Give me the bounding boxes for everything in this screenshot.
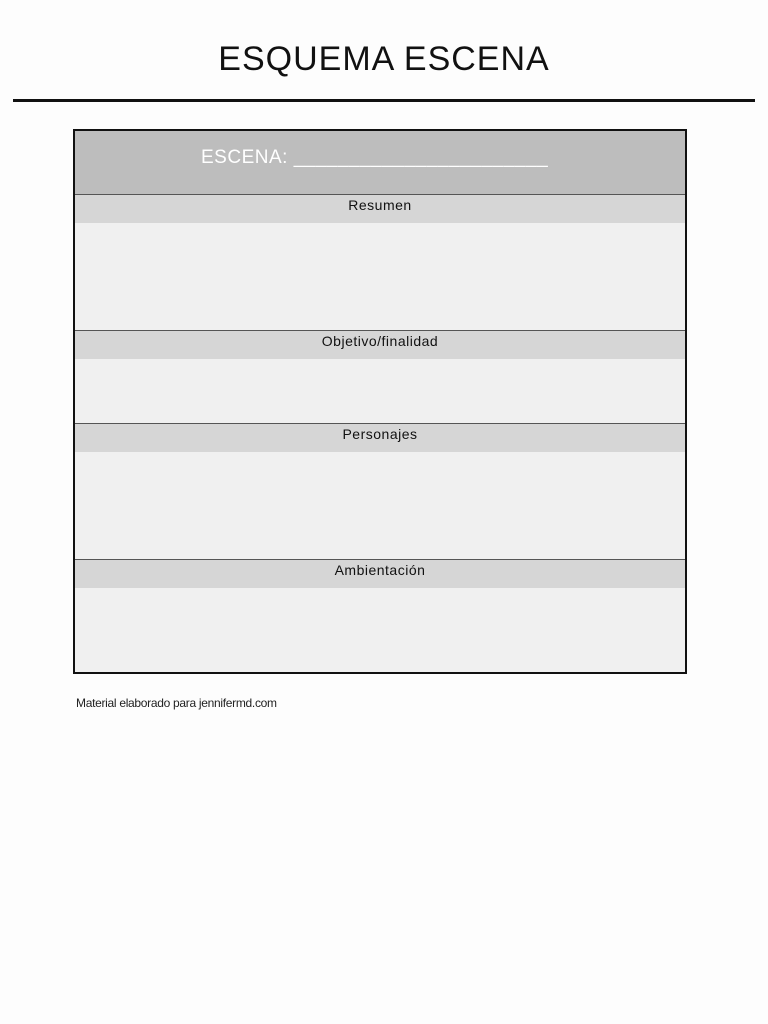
section-body-ambientacion [75, 588, 685, 672]
section-personajes [75, 424, 685, 559]
scene-form [73, 129, 687, 674]
section-resumen [75, 195, 685, 330]
section-objetivo [75, 331, 685, 423]
page-title: ESQUEMA ESCENA [218, 40, 550, 78]
section-ambientacion [75, 560, 685, 672]
section-header-objetivo: Objetivo/finalidad [75, 331, 685, 359]
title-divider [13, 99, 755, 102]
section-body-objetivo [75, 359, 685, 423]
scene-name-field: ESCENA: _______________________ [201, 147, 549, 168]
section-header-personajes: Personajes [75, 424, 685, 452]
section-header-ambientacion: Ambientación [75, 560, 685, 588]
section-header-resumen: Resumen [75, 195, 685, 223]
section-body-personajes [75, 452, 685, 559]
footer-credit: Material elaborado para jennifermd.com [76, 696, 277, 710]
scene-header [75, 131, 685, 195]
section-body-resumen [75, 223, 685, 330]
